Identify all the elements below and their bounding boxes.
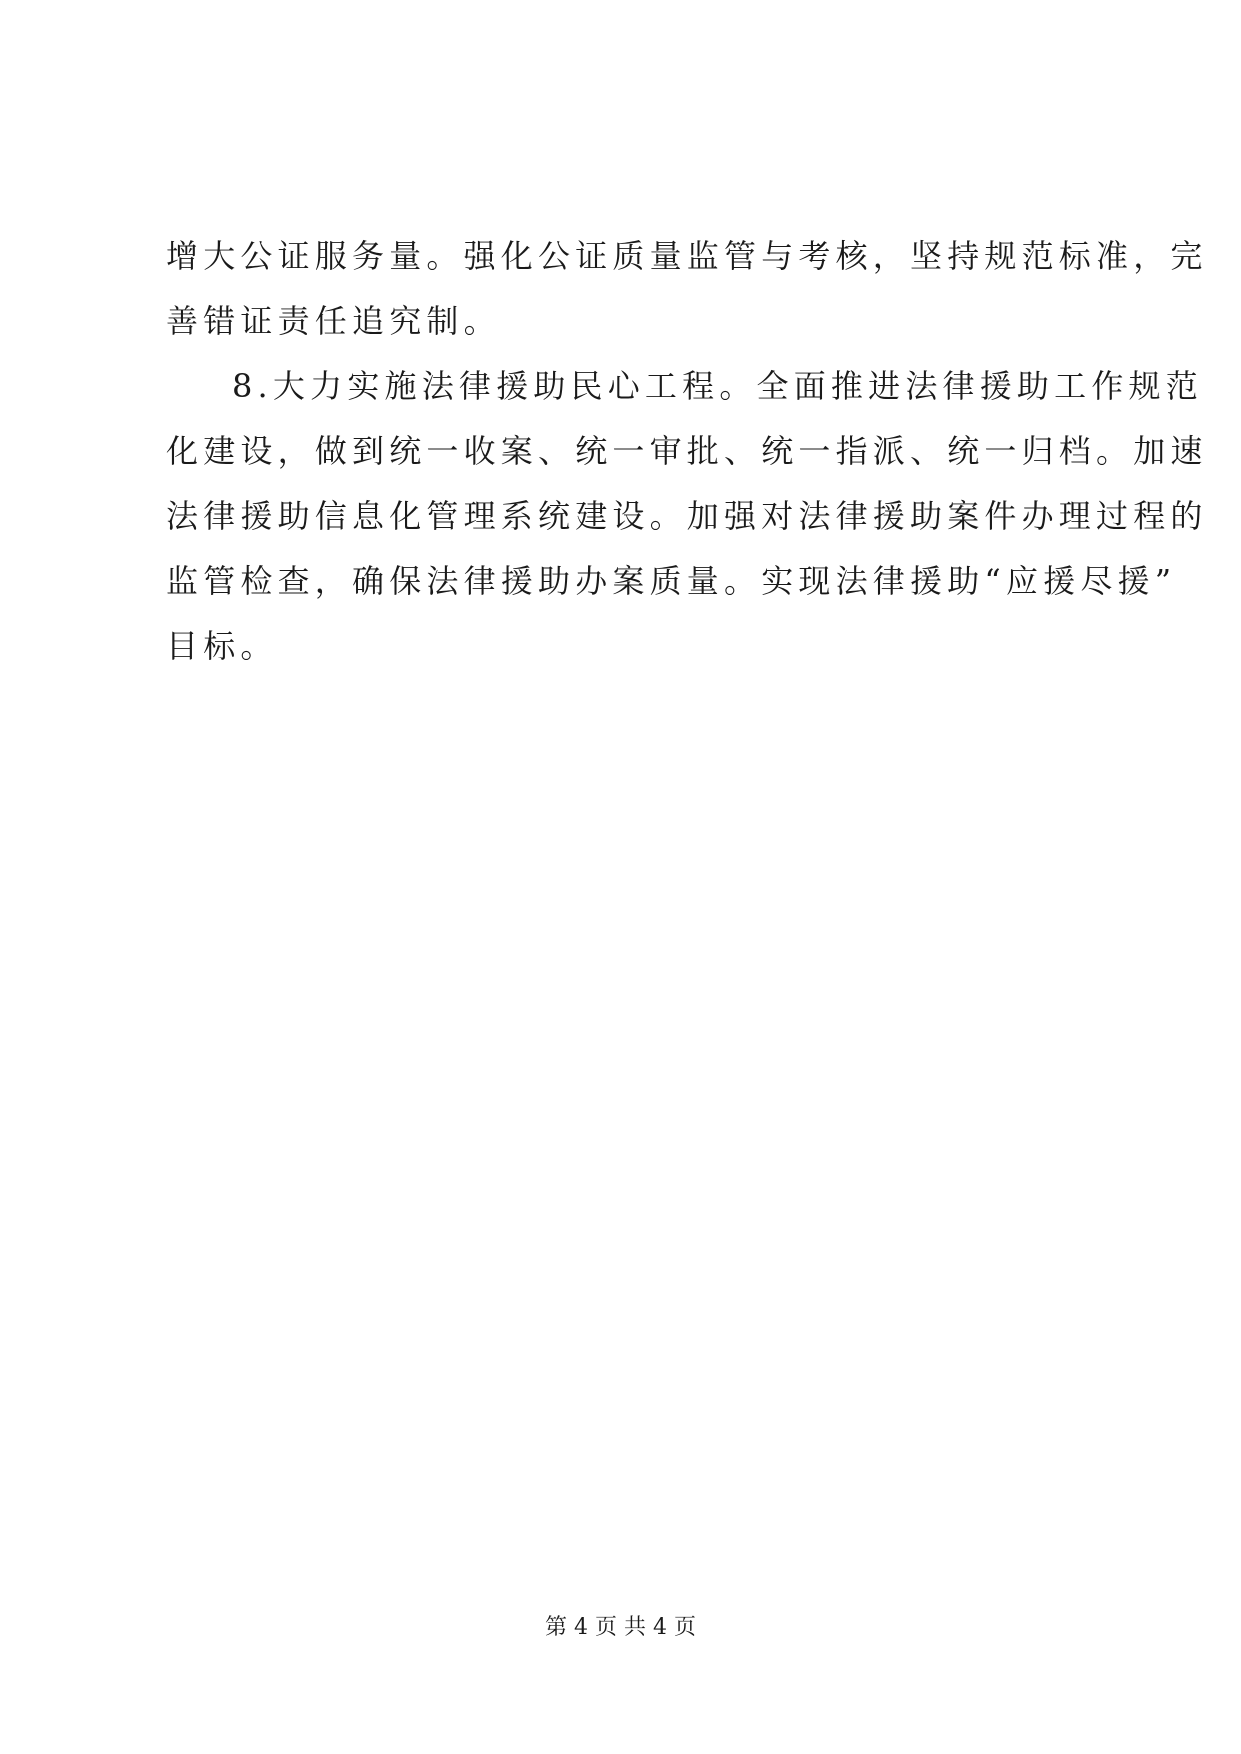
paragraph-2-line-3: 法律援助信息化管理系统建设。加强对法律援助案件办理过程的	[166, 497, 1208, 535]
paragraph-1-line-1: 增大公证服务量。强化公证质量监管与考核，坚持规范标准，完	[166, 237, 1208, 275]
paragraph-2-line-4: 监管检查，确保法律援助办案质量。实现法律援助“应援尽援”	[166, 562, 1177, 600]
paragraph-1-line-2: 善错证责任追究制。	[166, 302, 501, 340]
paragraph-2-line-5: 目标。	[166, 627, 278, 665]
paragraph-2-line-2: 化建设，做到统一收案、统一审批、统一指派、统一归档。加速	[166, 432, 1208, 470]
page-number-footer: 第 4 页 共 4 页	[545, 1615, 696, 1640]
paragraph-2-line-1: 8.大力实施法律援助民心工程。全面推进法律援助工作规范	[232, 367, 1203, 405]
